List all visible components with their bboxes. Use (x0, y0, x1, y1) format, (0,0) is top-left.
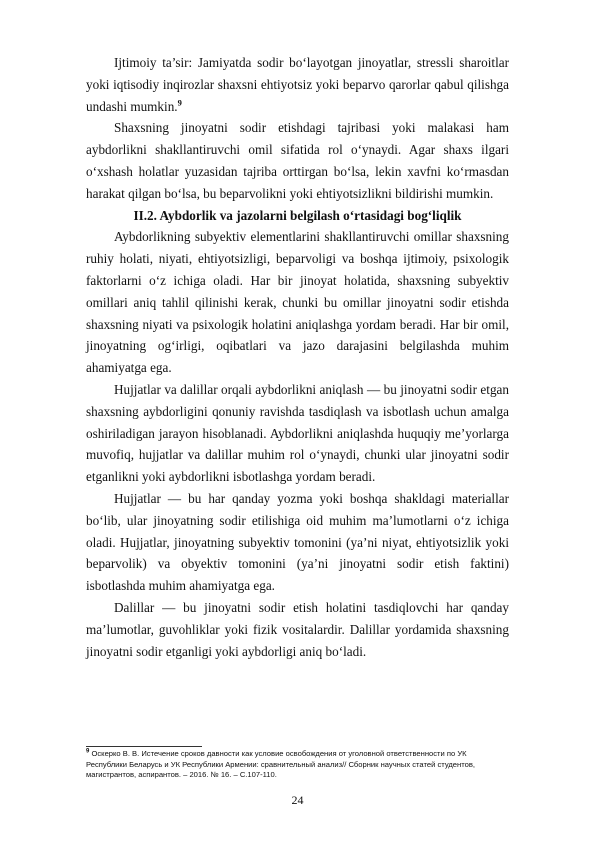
paragraph-documents-evidence: Hujjatlar va dalillar orqali aybdorlikni aniqlash — bu jinoyatni sodir etgan shaxsning aybdorligini qonuniy ravishda tasdiqlash va isbotlash uchun amalga oshiriladigan jarayon hisoblanadi. Aybdorlikni aniqlashda huquqiy meʼyorlarga muvofiq, hujjatlar va dalillar muhim rol oʻynaydi, chunki ular jinoyatni sodir etganlikni yoki aybdorlikni isbotlashga yordam beradi. (86, 381, 509, 485)
footnote (86, 749, 509, 781)
paragraph-subjective-elements: Aybdorlikning subyektiv elementlarini shakllantiruvchi omillar shaxsning ruhiy holati, niyati, ehtiyotsizligi, beparvoligi va boshqa ijtimoiy, psixologik faktorlarni oʻz ichiga oladi. Har bir jinoyat holatida, shaxsning subyektiv omillari aniq tahlil qilinishi kerak, chunki bu omillar jinoyatni sodir etishda shaxsning niyati va psixologik holatini aniqlashga yordam beradi. Har bir omil, jinoyatning ogʻirligi, oqibatlari va jazo darajasini belgilashda muhim ahamiyatga ega. (86, 229, 509, 376)
footnote-divider (86, 746, 202, 747)
footnote-text: Оскерко В. В. Истечение сроков давности как условие освобождения от уголовной ответственности по УК Республики Беларусь и УК Республики Армении: сравнительный анализ// Сборник научных статей студентов, магистрантов, аспирантов. – 2016. № 16. – С.107-110. (86, 749, 475, 780)
page-number: 24 (291, 793, 304, 807)
footnote-marker: 9 (86, 748, 90, 755)
page-body (86, 52, 509, 662)
paragraph-social-influence (86, 52, 509, 117)
paragraph-documents-definition: Hujjatlar — bu har qanday yozma yoki boshqa shakldagi materiallar boʻlib, ular jinoyatning sodir etilishiga oid muhim maʼlumotlarni oʻz ichiga oladi. Hujjatlar, jinoyatning subyektiv tomonini (yaʼni niyat, ehtiyotsizlik yoki beparvolik) va obyektiv tomonini (yaʼni jinoyatni sodir etish faktini) isbotlashda muhim ahamiyatga ega. (86, 490, 509, 594)
paragraph-experience: Shaxsning jinoyatni sodir etishdagi tajribasi yoki malakasi ham aybdorlikni shakllantiruvchi omil sifatida rol oʻynaydi. Agar shaxs ilgari oʻxshash holatlar yuzasidan tajriba orttirgan boʻlsa, lekin xavfni koʻrmasdan harakat qilgan boʻlsa, bu beparvolikni yoki ehtiyotsizlikni bildirishi mumkin. (86, 120, 509, 201)
section-heading: II.2. Aybdorlik va jazolarni belgilash oʻrtasidagi bogʻliqlik (133, 207, 462, 223)
paragraph-text: Ijtimoiy ta’sir: Jamiyatda sodir bo‘layotgan jinoyatlar, stressli sharoitlar yoki iqtisodiy inqirozlar shaxsni ehtiyotsiz yoki beparvo qarorlar qabul qilishga undashi mumkin. (86, 55, 509, 114)
paragraph-evidence-definition: Dalillar — bu jinoyatni sodir etish holatini tasdiqlovchi har qanday maʼlumotlar, guvohliklar yoki fizik vositalardir. Dalillar yordamida shaxsning jinoyatni sodir etganligi yoki aybdorligi aniq boʻladi. (86, 599, 509, 659)
footnote-reference[interactable]: 9 (177, 97, 182, 108)
